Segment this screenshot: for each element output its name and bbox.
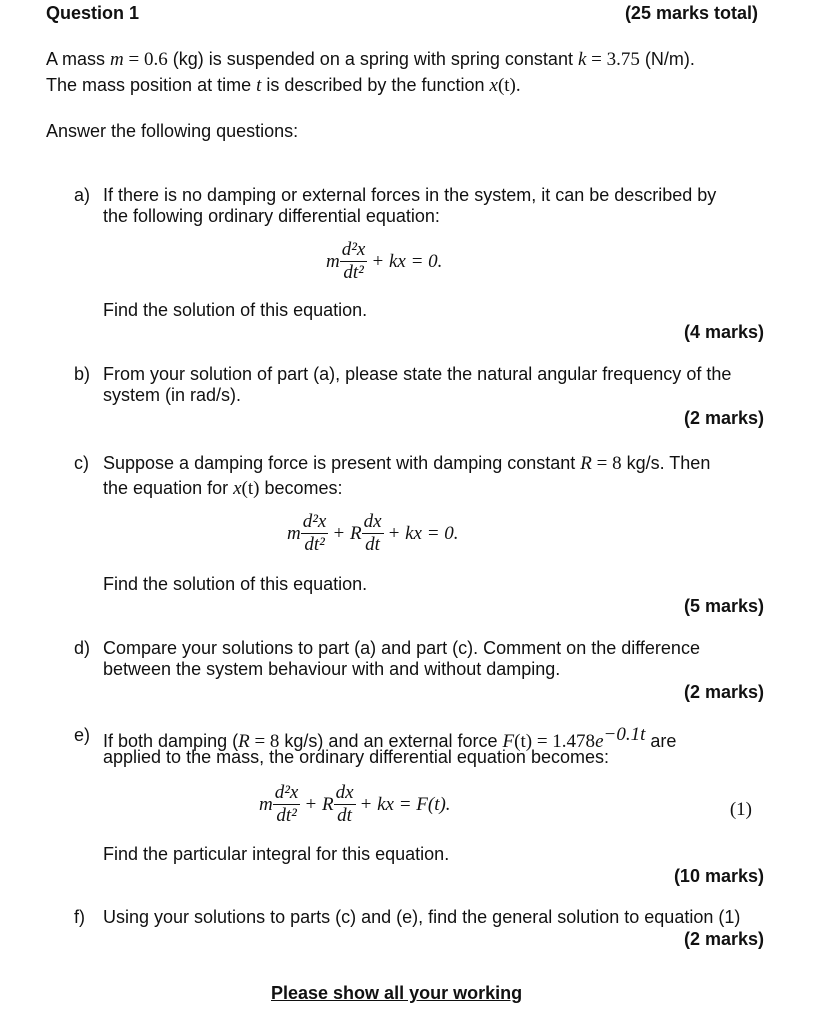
part-e-line-2: applied to the mass, the ordinary differential equation becomes: xyxy=(103,747,609,767)
intro-line-1: A mass m = 0.6 (kg) is suspended on a spring with spring constant k = 3.75 (N/m). xyxy=(46,49,695,70)
total-marks: (25 marks total) xyxy=(624,3,758,23)
answer-prompt: Answer the following questions: xyxy=(46,121,299,141)
part-c-label: c) xyxy=(74,453,89,473)
part-c-find: Find the solution of this equation. xyxy=(103,574,368,594)
part-d-label: d) xyxy=(74,638,91,658)
part-a-marks: (4 marks) xyxy=(683,322,764,342)
part-a-find: Find the solution of this equation. xyxy=(103,300,368,320)
part-c-line-2: the equation for x(t) becomes: xyxy=(103,478,343,499)
intro-line-2: The mass position at time t is described by the function x(t). xyxy=(46,75,521,96)
part-b-line-2: system (in rad/s). xyxy=(103,385,242,405)
fraction-dx-dt: $\frac{dx}{dt}$ xyxy=(335,782,354,826)
fraction-d2x-dt2: $\frac{\text{d²x}}{\text{dt²}}$ xyxy=(341,239,366,283)
part-c-equation: m $\frac{\text{d²x}}{\text{dt²}}$ + R $\frac{dx}{dt}$ + kx = 0. xyxy=(287,511,459,555)
part-e-marks: (10 marks) xyxy=(673,866,764,886)
part-c-line-1: Suppose a damping force is present with damping constant R = 8 kg/s. Then xyxy=(103,453,711,474)
part-b-label: b) xyxy=(74,364,91,384)
part-e-equation: m $\frac{\text{d²x}}{\text{dt²}}$ + R $\frac{dx}{dt}$ + kx = F(t). xyxy=(259,782,451,826)
part-a-label: a) xyxy=(74,185,91,205)
footer-note: Please show all your working xyxy=(271,983,523,1003)
part-f-marks: (2 marks) xyxy=(683,929,764,949)
part-c-marks: (5 marks) xyxy=(683,596,764,616)
part-e-label: e) xyxy=(74,725,91,745)
part-d-marks: (2 marks) xyxy=(683,682,764,702)
part-e-line-1: If both damping (R = 8 kg/s) and an external force $F(t) = 1.478e^{-0.1t}$ are xyxy=(103,724,677,752)
part-d-line-1: Compare your solutions to part (a) and part (c). Comment on the difference xyxy=(103,638,700,658)
fraction-d2x-dt2: $\frac{\text{d²x}}{\text{dt²}}$ xyxy=(274,782,299,826)
part-f-line-1: Using your solutions to parts (c) and (e), find the general solution to equation (1) xyxy=(103,907,741,927)
question-title: Question 1 xyxy=(46,3,140,23)
part-e-find: Find the particular integral for this equation. xyxy=(103,844,450,864)
fraction-dx-dt: $\frac{dx}{dt}$ xyxy=(363,511,382,555)
part-b-marks: (2 marks) xyxy=(683,408,764,428)
part-b-line-1: From your solution of part (a), please state the natural angular frequency of the xyxy=(103,364,732,384)
part-f-label: f) xyxy=(74,907,85,927)
part-a-equation: m $\frac{\text{d²x}}{\text{dt²}}$ + kx = 0. xyxy=(326,239,443,283)
part-a-line-1: If there is no damping or external forces in the system, it can be described by xyxy=(103,185,717,205)
part-d-line-2: between the system behaviour with and without damping. xyxy=(103,659,561,679)
part-a-line-2: the following ordinary differential equation: xyxy=(103,206,440,226)
fraction-d2x-dt2: $\frac{\text{d²x}}{\text{dt²}}$ xyxy=(302,511,327,555)
equation-number: (1) xyxy=(729,799,752,820)
